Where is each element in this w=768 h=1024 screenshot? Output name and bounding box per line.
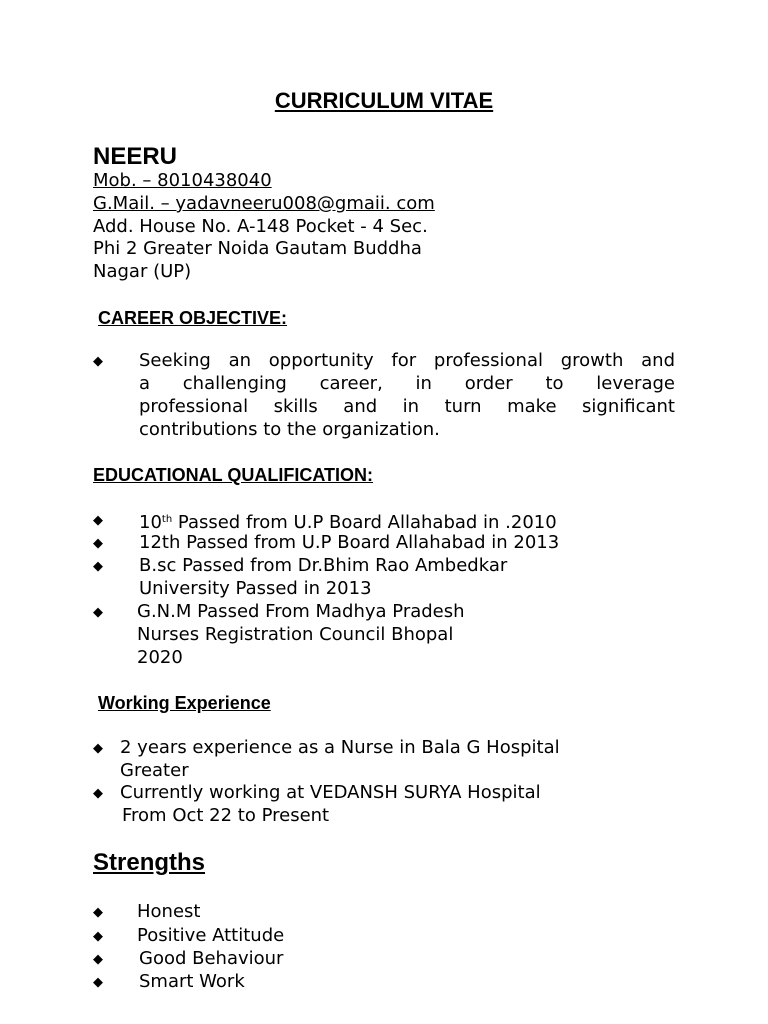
- education-item: 12th Passed from U.P Board Allahabad in 2013: [139, 532, 560, 553]
- bullet-icon: ◆: [93, 605, 103, 620]
- education-item-cont: Nurses Registration Council Bhopal: [137, 624, 454, 645]
- bullet-icon: ◆: [93, 559, 103, 574]
- experience-item: Currently working at VEDANSH SURYA Hospital: [120, 782, 541, 803]
- bullet-icon: ◆: [93, 513, 103, 528]
- bullet-icon: ◆: [93, 741, 103, 756]
- address-line-1: Add. House No. A-148 Pocket - 4 Sec.: [93, 216, 428, 237]
- career-objective-text: [139, 349, 675, 441]
- objective-line: professional skills and in turn make significant: [139, 396, 675, 417]
- bullet-icon: ◆: [93, 536, 103, 551]
- objective-line: a challenging career, in order to leverage: [139, 373, 675, 394]
- education-item-cont: University Passed in 2013: [139, 578, 372, 599]
- education-item-cont: 2020: [137, 647, 183, 668]
- strength-item: Smart Work: [139, 971, 245, 992]
- strength-item: Positive Attitude: [137, 925, 285, 946]
- career-objective-heading: CAREER OBJECTIVE:: [98, 308, 288, 328]
- bullet-icon: ◆: [93, 354, 103, 369]
- bullet-icon: ◆: [93, 786, 103, 801]
- experience-item-cont: Greater: [120, 760, 189, 781]
- strengths-heading: Strengths: [93, 849, 206, 876]
- address-line-3: Nagar (UP): [93, 261, 192, 282]
- objective-line: Seeking an opportunity for professional growth and: [139, 350, 675, 371]
- education-item: B.sc Passed from Dr.Bhim Rao Ambedkar: [139, 555, 508, 576]
- strength-item: Honest: [137, 901, 201, 922]
- objective-line: contributions to the organization.: [139, 419, 440, 440]
- bullet-icon: ◆: [93, 975, 103, 990]
- education-item: 10th Passed from U.P Board Allahabad in .2010: [139, 512, 557, 533]
- strength-item: Good Behaviour: [139, 948, 284, 969]
- email-address: G.Mail. – yadavneeru008@gmaii. com: [93, 193, 435, 214]
- experience-item-cont: From Oct 22 to Present: [122, 805, 330, 826]
- candidate-name: NEERU: [93, 143, 178, 170]
- address-line-2: Phi 2 Greater Noida Gautam Buddha: [93, 238, 422, 259]
- mobile-number: Mob. – 8010438040: [93, 170, 272, 191]
- experience-item: 2 years experience as a Nurse in Bala G Hospital: [120, 737, 560, 758]
- education-heading: EDUCATIONAL QUALIFICATION:: [93, 465, 373, 485]
- bullet-icon: ◆: [93, 929, 103, 944]
- bullet-icon: ◆: [93, 905, 103, 920]
- bullet-icon: ◆: [93, 952, 103, 967]
- education-item: G.N.M Passed From Madhya Pradesh: [137, 601, 465, 622]
- experience-heading: Working Experience: [98, 693, 271, 713]
- document-title: CURRICULUM VITAE: [274, 88, 494, 113]
